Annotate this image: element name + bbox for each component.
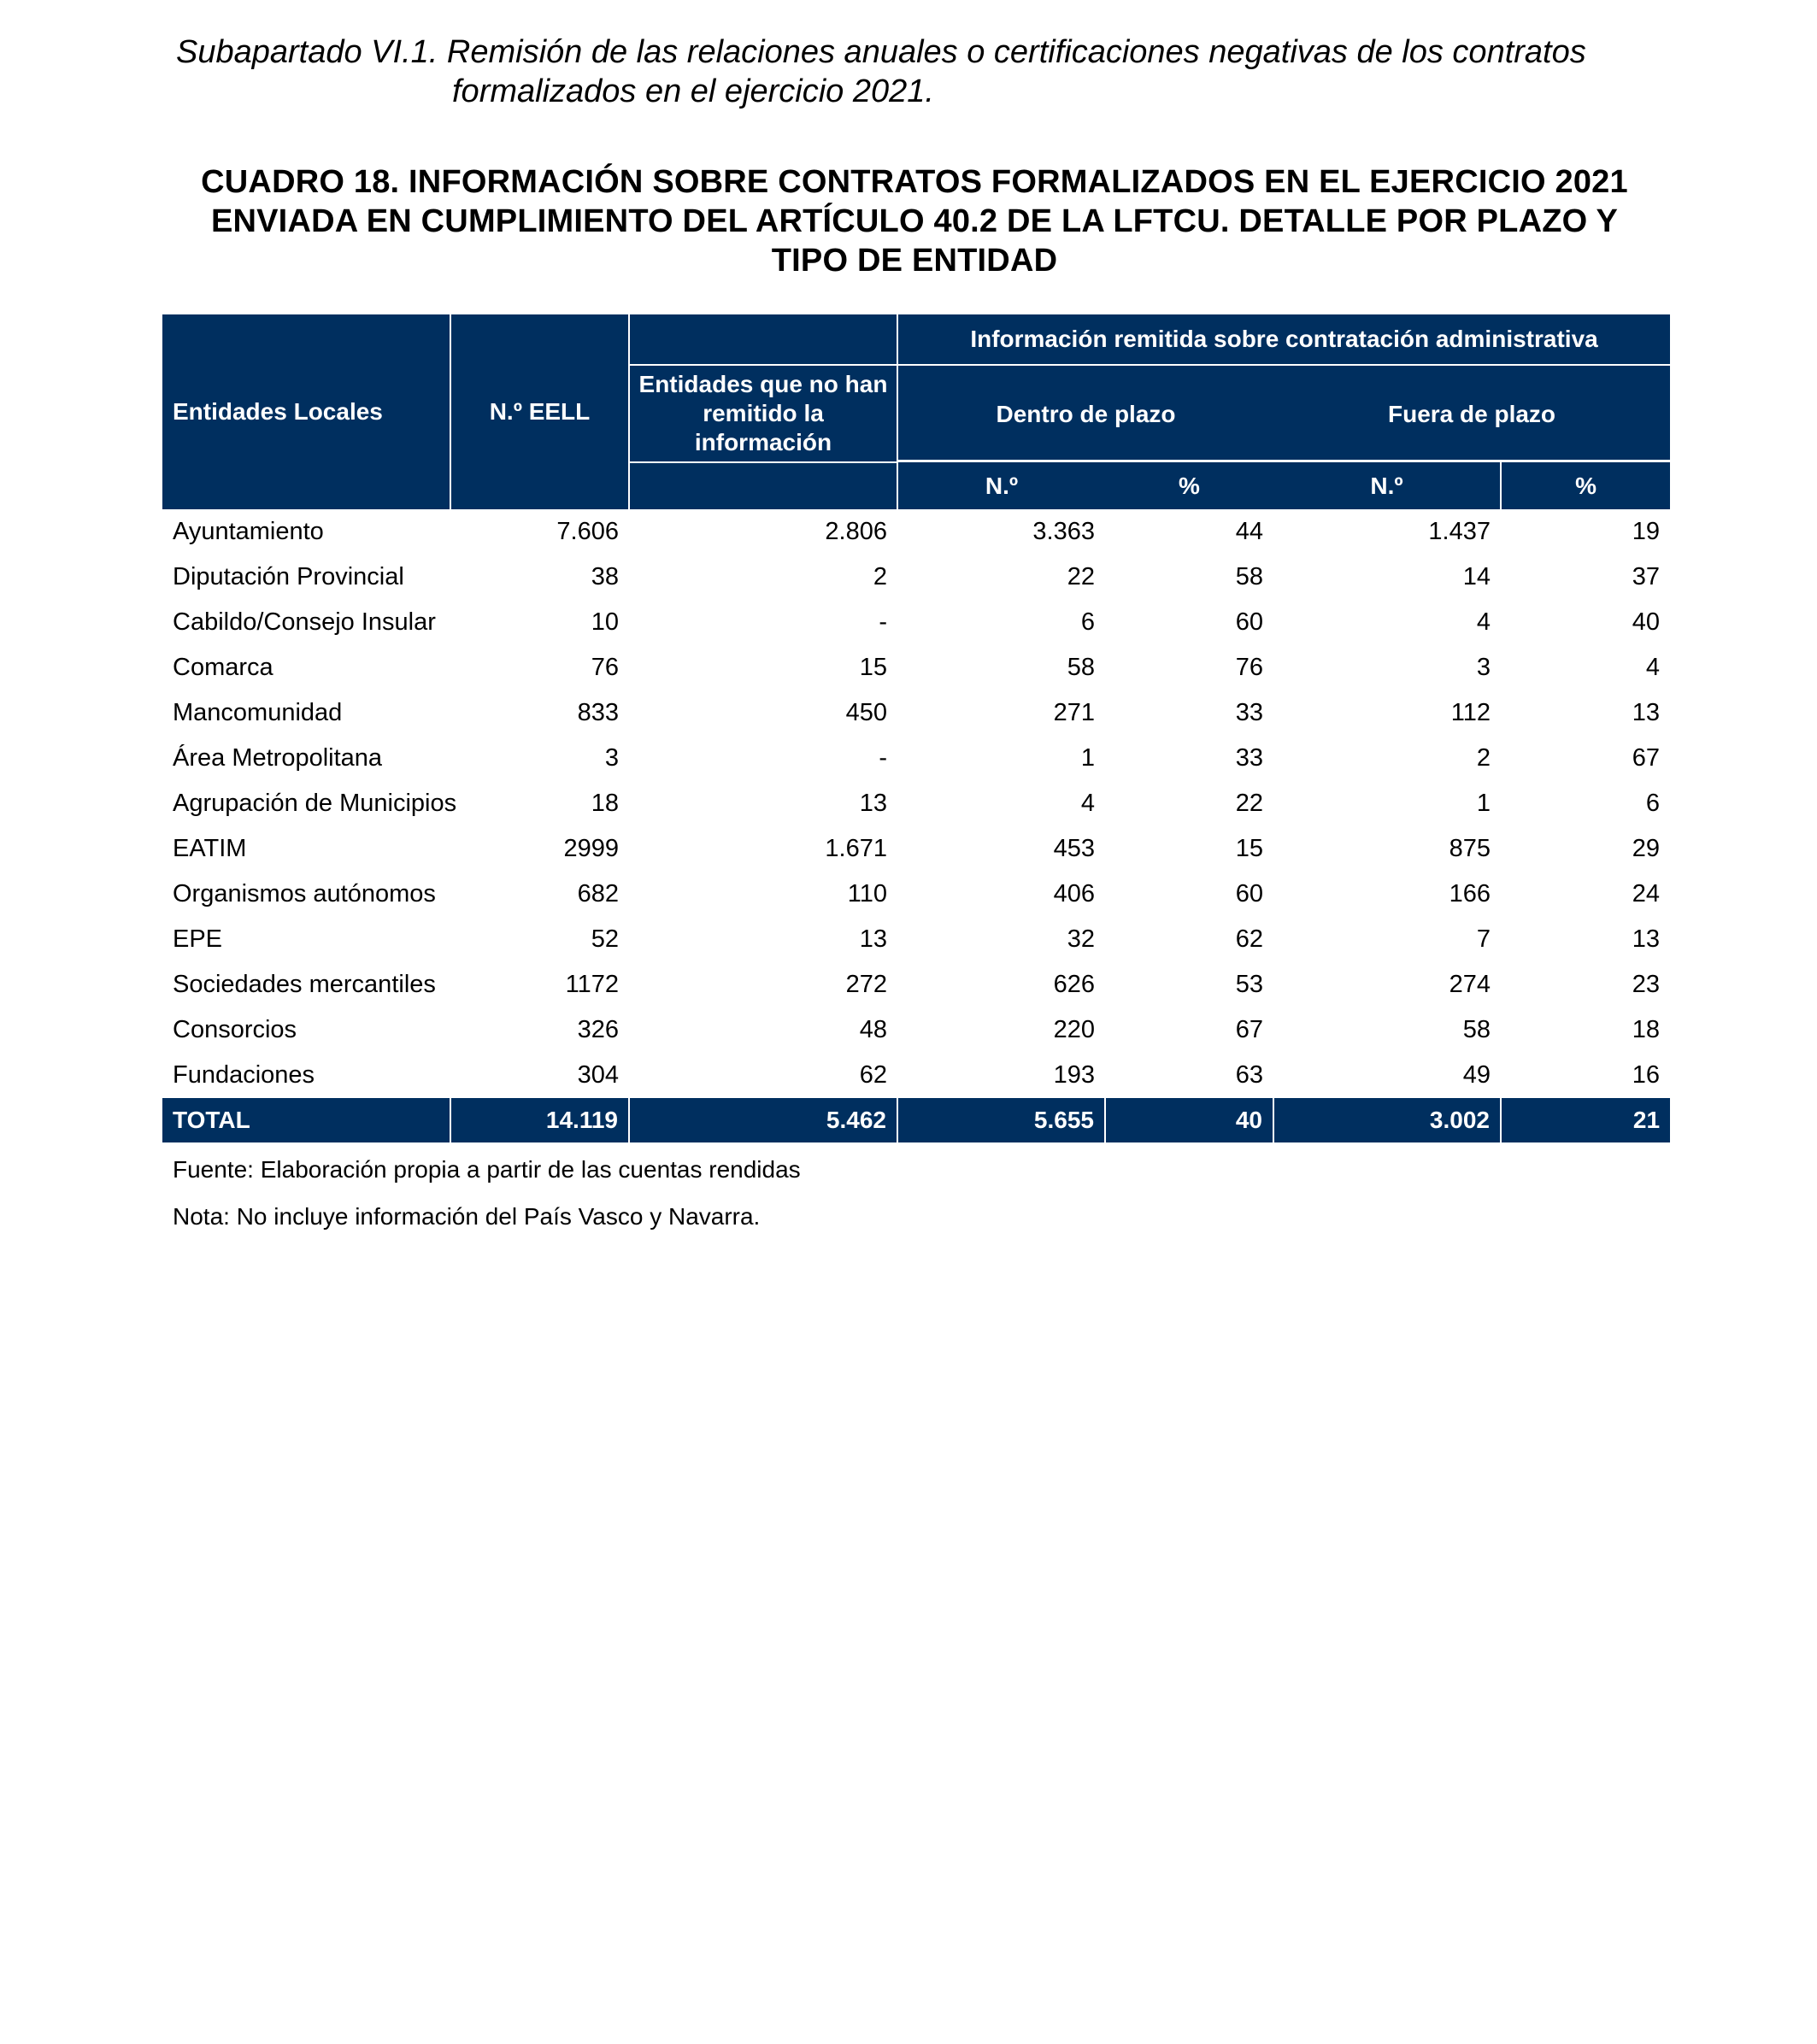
cell-n-fuera: 875: [1449, 835, 1491, 862]
cell-n-fuera: 14: [1462, 563, 1491, 590]
cell-pct-dentro: 53: [1235, 971, 1263, 998]
cell-n-dentro: 406: [1053, 880, 1095, 907]
table-row: [162, 781, 1670, 826]
header-n-fuera: N.º: [1273, 462, 1501, 509]
cell-no-remitido: 15: [859, 654, 887, 681]
header-n-dentro: N.º: [897, 462, 1105, 509]
total-n-fuera: 3.002: [1273, 1098, 1501, 1142]
header-dentro-plazo: Dentro de plazo: [897, 365, 1273, 462]
title-line-2: ENVIADA EN CUMPLIMIENTO DEL ARTÍCULO 40.2 DE LA LFTCU. DETALLE POR PLAZO Y: [210, 203, 1619, 239]
cell-pct-fuera: 24: [1632, 880, 1661, 907]
total-pct-fuera: 21: [1501, 1098, 1670, 1142]
subtitle-line-1: Subapartado VI.1. Remisión de las relaciones anuales o certificaciones negativas de los contratos: [176, 34, 1586, 70]
table-row: [162, 962, 1670, 1007]
cell-n-eell: 18: [591, 790, 619, 817]
table-header: [162, 314, 1670, 509]
total-no-remitido: 5.462: [629, 1098, 897, 1142]
table-row: [162, 645, 1670, 690]
cell-n-eell: 10: [591, 608, 619, 636]
cell-pct-fuera: 40: [1632, 608, 1661, 636]
cell-pct-fuera: 4: [1645, 654, 1661, 681]
table-row: [162, 917, 1670, 962]
cell-pct-fuera: 6: [1645, 790, 1661, 817]
header-entidades: Entidades Locales: [162, 314, 450, 509]
cell-n-eell: 76: [591, 654, 619, 681]
table-title: [162, 162, 1667, 280]
cell-n-fuera: 4: [1476, 608, 1491, 636]
header-blank-top: [629, 314, 897, 365]
cell-n-fuera: 2: [1476, 744, 1491, 772]
table-row: [162, 826, 1670, 872]
cell-entity: Mancomunidad: [173, 699, 343, 726]
table-row: [162, 690, 1670, 736]
cell-pct-dentro: 33: [1235, 699, 1263, 726]
title-line-1: CUADRO 18. INFORMACIÓN SOBRE CONTRATOS FORMALIZADOS EN EL EJERCICIO 2021: [201, 164, 1628, 200]
cell-n-dentro: 271: [1053, 699, 1095, 726]
table-row: [162, 600, 1670, 645]
cell-n-fuera: 1: [1476, 790, 1491, 817]
cell-n-fuera: 49: [1462, 1061, 1491, 1089]
cell-no-remitido: 1.671: [825, 835, 887, 862]
cell-pct-dentro: 62: [1235, 925, 1263, 953]
total-pct-dentro: 40: [1105, 1098, 1273, 1142]
header-group-info: Información remitida sobre contratación administrativa: [897, 314, 1670, 365]
cell-pct-fuera: 13: [1632, 699, 1661, 726]
cell-n-eell: 304: [577, 1061, 619, 1089]
cell-pct-dentro: 76: [1235, 654, 1263, 681]
header-blank-bottom: [629, 462, 897, 509]
cell-pct-dentro: 58: [1235, 563, 1263, 590]
cell-n-eell: 52: [591, 925, 619, 953]
cell-n-eell: 682: [577, 880, 619, 907]
cell-n-dentro: 58: [1067, 654, 1095, 681]
header-fuera-plazo: Fuera de plazo: [1273, 365, 1670, 462]
header-n-eell: N.º EELL: [450, 314, 629, 509]
header-pct-dentro: %: [1105, 462, 1273, 509]
cell-n-fuera: 1.437: [1428, 518, 1491, 545]
cell-n-dentro: 3.363: [1032, 518, 1095, 545]
cell-no-remitido: 272: [845, 971, 887, 998]
cell-n-eell: 833: [577, 699, 619, 726]
cell-n-eell: 326: [577, 1016, 619, 1043]
table-row: [162, 872, 1670, 917]
cell-no-remitido: -: [879, 744, 887, 772]
table-row: [162, 509, 1670, 555]
contracts-table: [162, 314, 1670, 1142]
cell-n-fuera: 166: [1449, 880, 1491, 907]
cell-entity: Diputación Provincial: [173, 563, 404, 590]
cell-pct-dentro: 63: [1235, 1061, 1263, 1089]
cell-n-fuera: 274: [1449, 971, 1491, 998]
cell-n-dentro: 22: [1067, 563, 1095, 590]
cell-no-remitido: 48: [859, 1016, 887, 1043]
total-n-dentro: 5.655: [897, 1098, 1105, 1142]
cell-n-dentro: 220: [1053, 1016, 1095, 1043]
cell-pct-fuera: 16: [1632, 1061, 1661, 1089]
cell-entity: Consorcios: [173, 1016, 297, 1043]
header-pct-fuera: %: [1501, 462, 1670, 509]
cell-pct-dentro: 22: [1235, 790, 1263, 817]
cell-n-eell: 1172: [565, 971, 619, 998]
cell-entity: Sociedades mercantiles: [173, 971, 436, 998]
cell-pct-dentro: 33: [1235, 744, 1263, 772]
cell-n-eell: 7.606: [556, 518, 619, 545]
table-row: [162, 1007, 1670, 1053]
cell-pct-fuera: 18: [1632, 1016, 1661, 1043]
cell-entity: Ayuntamiento: [173, 518, 324, 545]
cell-n-dentro: 4: [1080, 790, 1095, 817]
table-body: [162, 509, 1670, 1142]
cell-n-dentro: 193: [1053, 1061, 1095, 1089]
cell-n-eell: 2999: [563, 835, 619, 862]
cell-entity: Área Metropolitana: [173, 744, 383, 772]
cell-no-remitido: 13: [859, 925, 887, 953]
total-n-eell: 14.119: [450, 1098, 629, 1142]
cell-pct-dentro: 60: [1235, 880, 1263, 907]
cell-pct-dentro: 15: [1235, 835, 1263, 862]
section-subtitle: [176, 32, 1680, 111]
cell-entity: Fundaciones: [173, 1061, 315, 1089]
cell-entity: EATIM: [173, 835, 247, 862]
cell-no-remitido: 2.806: [825, 518, 887, 545]
cell-entity: Organismos autónomos: [173, 880, 436, 907]
total-label: TOTAL: [162, 1098, 450, 1142]
cell-pct-fuera: 37: [1632, 563, 1661, 590]
cell-pct-fuera: 13: [1632, 925, 1661, 953]
cell-n-fuera: 58: [1462, 1016, 1491, 1043]
cell-no-remitido: 62: [859, 1061, 887, 1089]
cell-n-eell: 3: [604, 744, 619, 772]
cell-n-fuera: 3: [1476, 654, 1491, 681]
cell-entity: Cabildo/Consejo Insular: [173, 608, 436, 636]
source-note: Fuente: Elaboración propia a partir de las cuentas rendidas: [173, 1156, 801, 1183]
cell-pct-dentro: 44: [1235, 518, 1263, 545]
cell-n-eell: 38: [591, 563, 619, 590]
cell-pct-fuera: 29: [1632, 835, 1661, 862]
header-no-remitido: Entidades que no han remitido la información: [629, 365, 897, 462]
table-row: [162, 736, 1670, 781]
title-line-3: TIPO DE ENTIDAD: [771, 243, 1058, 279]
cell-pct-fuera: 19: [1632, 518, 1661, 545]
cell-pct-dentro: 60: [1235, 608, 1263, 636]
cell-no-remitido: -: [879, 608, 887, 636]
subtitle-line-2: formalizados en el ejercicio 2021.: [452, 73, 934, 109]
cell-n-dentro: 453: [1053, 835, 1095, 862]
cell-pct-fuera: 23: [1632, 971, 1661, 998]
cell-pct-fuera: 67: [1632, 744, 1661, 772]
table-row: [162, 1053, 1670, 1098]
cell-n-dentro: 1: [1080, 744, 1095, 772]
cell-n-dentro: 626: [1053, 971, 1095, 998]
table-row: [162, 555, 1670, 600]
exclusion-note: Nota: No incluye información del País Vasco y Navarra.: [173, 1203, 761, 1230]
cell-no-remitido: 110: [847, 880, 887, 907]
cell-entity: Agrupación de Municipios: [173, 790, 457, 817]
cell-no-remitido: 2: [873, 563, 887, 590]
cell-entity: EPE: [173, 925, 223, 953]
cell-entity: Comarca: [173, 654, 273, 681]
total-row: [162, 1098, 1670, 1142]
cell-n-dentro: 6: [1080, 608, 1095, 636]
cell-n-fuera: 112: [1450, 699, 1491, 726]
cell-no-remitido: 13: [859, 790, 887, 817]
cell-n-fuera: 7: [1476, 925, 1491, 953]
cell-n-dentro: 32: [1067, 925, 1095, 953]
cell-no-remitido: 450: [845, 699, 887, 726]
cell-pct-dentro: 67: [1235, 1016, 1263, 1043]
